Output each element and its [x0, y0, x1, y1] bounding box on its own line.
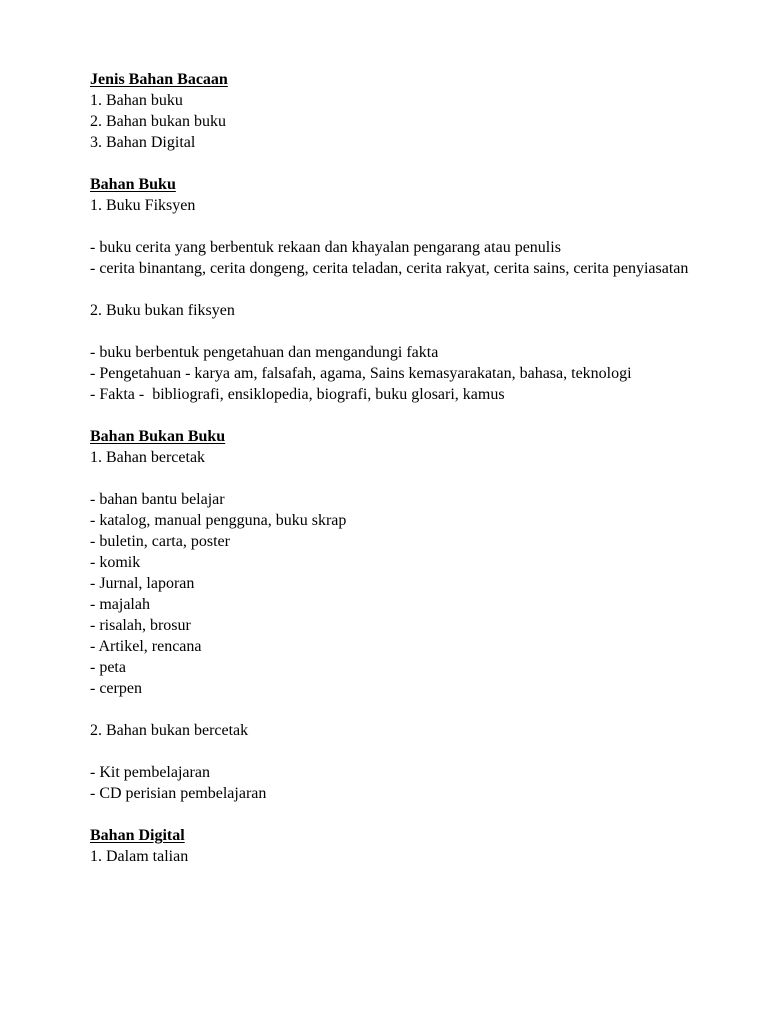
list-item: 3. Bahan Digital — [90, 134, 196, 151]
section-heading-buku: Bahan Buku — [90, 176, 176, 193]
section-heading-jenis: Jenis Bahan Bacaan — [90, 71, 228, 88]
list-item: - Kit pembelajaran — [90, 764, 210, 781]
spacer — [90, 216, 690, 237]
spacer — [90, 279, 690, 300]
spacer — [90, 699, 690, 720]
spacer — [90, 804, 690, 825]
document-page — [90, 69, 690, 867]
subsection-title: 2. Bahan bukan bercetak — [90, 722, 249, 739]
subsection-title: 1. Bahan bercetak — [90, 449, 206, 466]
list-item: - cerita binantang, cerita dongeng, cerita teladan, cerita rakyat, cerita sains, cerita penyiasatan — [90, 260, 689, 277]
list-item: - Artikel, rencana — [90, 638, 202, 655]
list-item: - buku cerita yang berbentuk rekaan dan khayalan pengarang atau penulis — [90, 239, 561, 256]
section-heading-bukan-buku: Bahan Bukan Buku — [90, 428, 226, 445]
list-item: - CD perisian pembelajaran — [90, 785, 267, 802]
list-item: - buletin, carta, poster — [90, 533, 230, 550]
spacer — [90, 153, 690, 174]
spacer — [90, 405, 690, 426]
list-item: - peta — [90, 659, 126, 676]
list-item: 1. Bahan buku — [90, 92, 183, 109]
list-item: - bahan bantu belajar — [90, 491, 225, 508]
list-item: - Fakta - bibliografi, ensiklopedia, biografi, buku glosari, kamus — [90, 386, 505, 403]
list-item: - cerpen — [90, 680, 142, 697]
list-item: - majalah — [90, 596, 150, 613]
list-item: - buku berbentuk pengetahuan dan mengandungi fakta — [90, 344, 439, 361]
subsection-title: 1. Dalam talian — [90, 848, 189, 865]
spacer — [90, 741, 690, 762]
list-item: - katalog, manual pengguna, buku skrap — [90, 512, 347, 529]
spacer — [90, 468, 690, 489]
list-item: - komik — [90, 554, 141, 571]
subsection-title: 2. Buku bukan fiksyen — [90, 302, 235, 319]
list-item: 2. Bahan bukan buku — [90, 113, 226, 130]
list-item: - risalah, brosur — [90, 617, 191, 634]
subsection-title: 1. Buku Fiksyen — [90, 197, 196, 214]
list-item: - Jurnal, laporan — [90, 575, 195, 592]
list-item: - Pengetahuan - karya am, falsafah, agama, Sains kemasyarakatan, bahasa, teknologi — [90, 365, 632, 382]
spacer — [90, 321, 690, 342]
section-heading-digital: Bahan Digital — [90, 827, 185, 844]
